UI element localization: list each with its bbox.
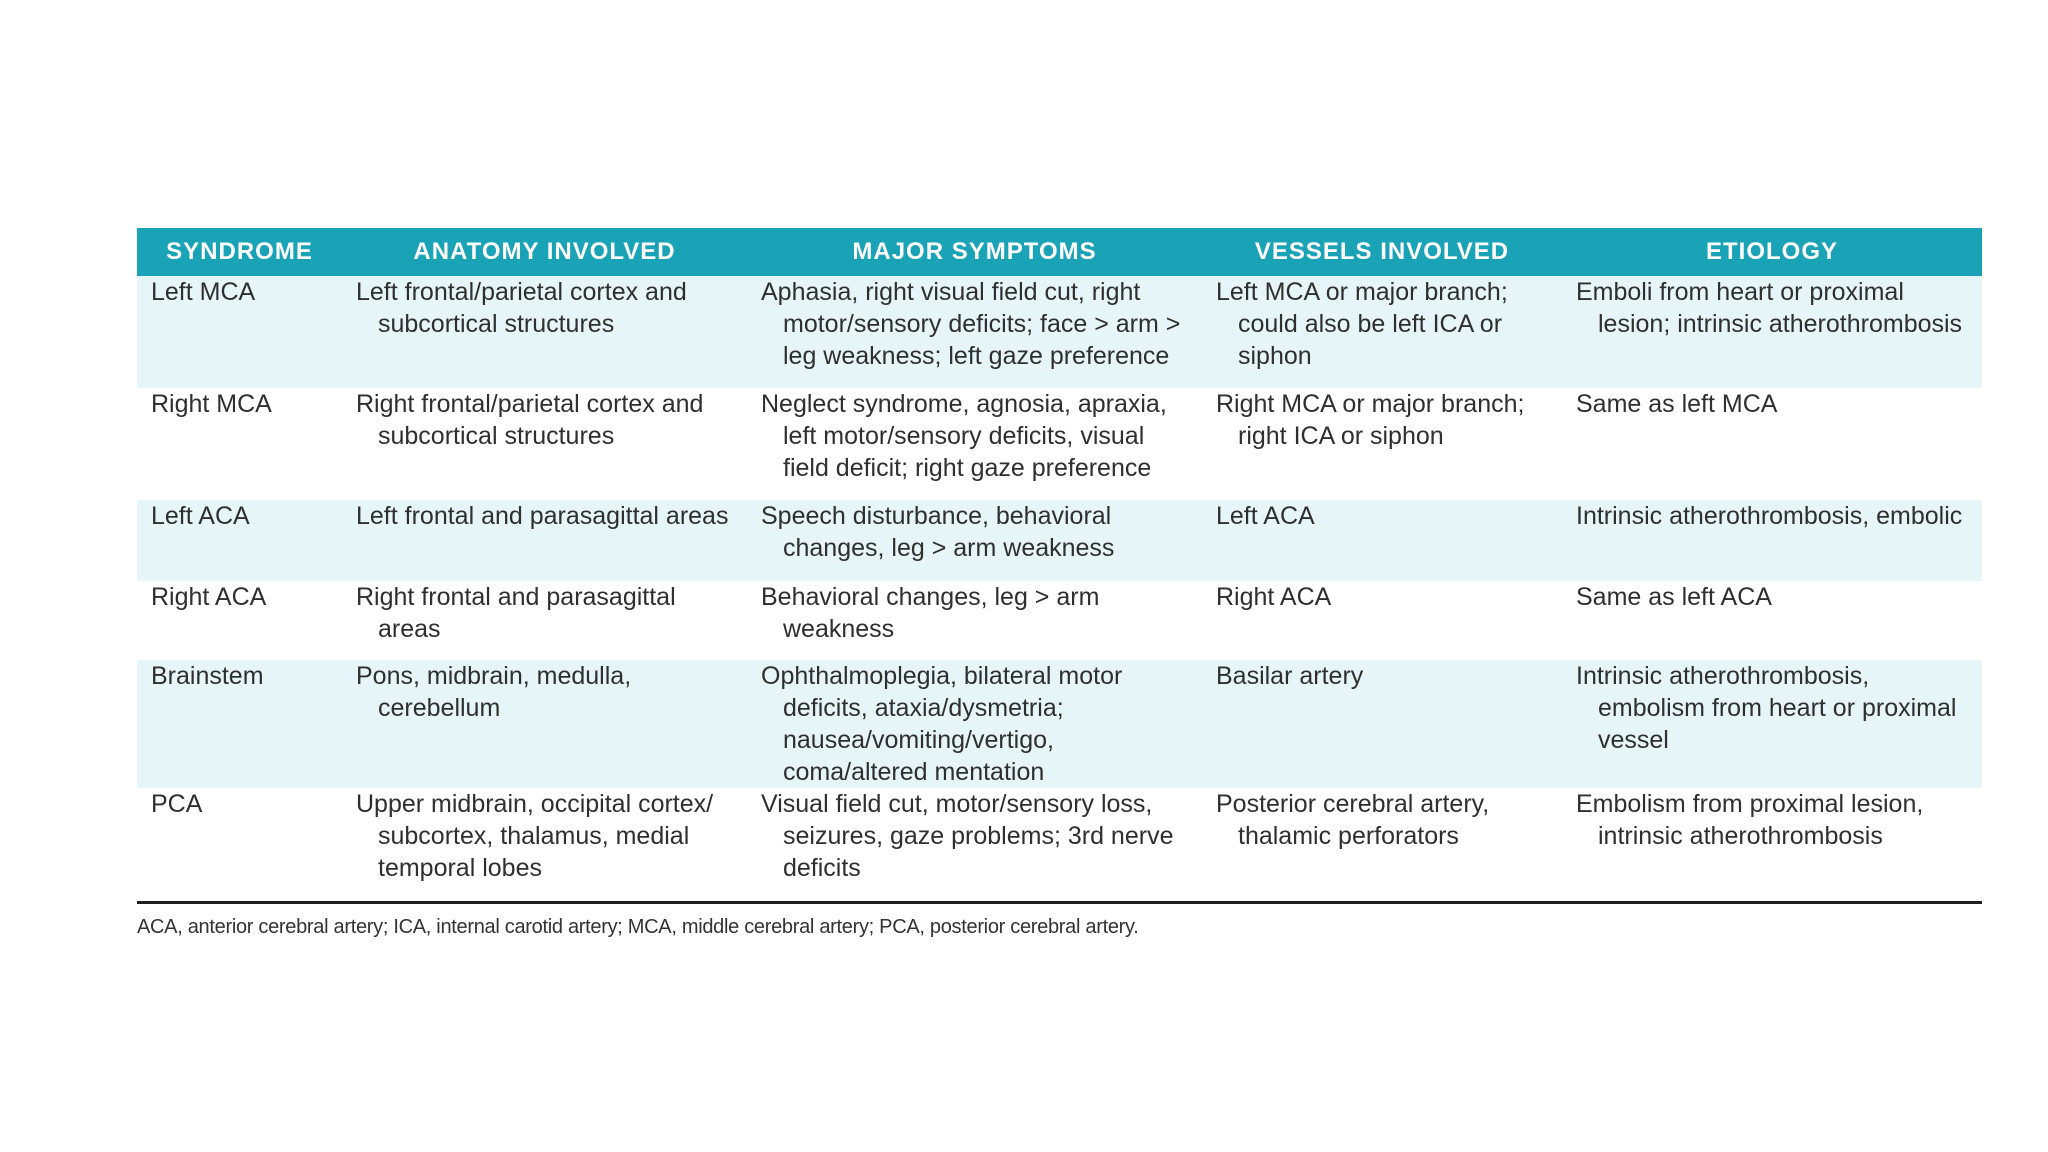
syndrome-cell: [137, 581, 342, 660]
etiology-cell: [1562, 500, 1982, 581]
syndrome-cell: [137, 500, 342, 581]
syndrome-cell: [137, 388, 342, 500]
symptoms-text: Visual field cut, motor/sensory loss, seizures, gaze problems; 3rd nerve deficits: [761, 790, 1174, 882]
symptoms-text: Neglect syndrome, agnosia, apraxia, left motor/sensory deficits, visual field deficit; right gaze preference: [761, 390, 1167, 482]
symptoms-text: Ophthalmoplegia, bilateral motor deficits, ataxia/dysmetria; nausea/vomiting/vertigo, coma/altered mentation: [761, 662, 1123, 786]
vessels-cell: [1202, 788, 1562, 901]
anatomy-cell: [342, 788, 747, 901]
vessels-text: Left ACA: [1216, 502, 1315, 530]
header-symptoms: MAJOR SYMPTOMS: [747, 228, 1202, 276]
vessels-text: Right MCA or major branch; right ICA or siphon: [1216, 390, 1525, 450]
syndrome-text: PCA: [151, 790, 203, 818]
syndrome-text: Right ACA: [151, 583, 267, 611]
table-header: [137, 228, 1982, 276]
symptoms-text: Aphasia, right visual field cut, right motor/sensory deficits; face > arm > leg weakness; left gaze preference: [761, 278, 1181, 370]
etiology-text: Same as left MCA: [1576, 390, 1778, 418]
anatomy-cell: [342, 581, 747, 660]
anatomy-cell: [342, 660, 747, 788]
symptoms-text: Speech disturbance, behavioral changes, leg > arm weakness: [761, 502, 1115, 562]
anatomy-text: Left frontal and parasagittal areas: [356, 502, 729, 530]
anatomy-text: Pons, midbrain, medulla, cerebellum: [356, 662, 632, 722]
etiology-cell: [1562, 660, 1982, 788]
symptoms-cell: [747, 581, 1202, 660]
vessels-cell: [1202, 276, 1562, 388]
table-row: [137, 581, 1982, 660]
symptoms-cell: [747, 276, 1202, 388]
anatomy-cell: [342, 276, 747, 388]
symptoms-cell: [747, 388, 1202, 500]
anatomy-cell: [342, 388, 747, 500]
syndrome-cell: [137, 788, 342, 901]
table-row: [137, 788, 1982, 901]
symptoms-cell: [747, 660, 1202, 788]
header-syndrome: SYNDROME: [137, 228, 342, 276]
anatomy-text: Right frontal and parasagittal areas: [356, 583, 676, 643]
vessels-text: Posterior cerebral artery, thalamic perforators: [1216, 790, 1490, 850]
vessels-text: Basilar artery: [1216, 662, 1364, 690]
syndrome-text: Left MCA: [151, 278, 256, 306]
symptoms-cell: [747, 788, 1202, 901]
vessels-text: Left MCA or major branch; could also be left ICA or siphon: [1216, 278, 1508, 370]
table-row: [137, 500, 1982, 581]
table-footnote: ACA, anterior cerebral artery; ICA, internal carotid artery; MCA, middle cerebral artery; PCA, posterior cerebral artery.: [137, 916, 1139, 938]
etiology-cell: [1562, 276, 1982, 388]
stroke-syndromes-table: [137, 228, 1982, 901]
symptoms-cell: [747, 500, 1202, 581]
syndrome-text: Right MCA: [151, 390, 272, 418]
syndrome-cell: [137, 660, 342, 788]
header-vessels: VESSELS INVOLVED: [1202, 228, 1562, 276]
syndrome-text: Brainstem: [151, 662, 264, 690]
syndrome-text: Left ACA: [151, 502, 250, 530]
table-bottom-rule: [137, 901, 1982, 904]
vessels-cell: [1202, 660, 1562, 788]
etiology-cell: [1562, 388, 1982, 500]
etiology-text: Intrinsic atherothrombosis, embolic: [1576, 502, 1963, 530]
table-body: [137, 276, 1982, 901]
vessels-cell: [1202, 581, 1562, 660]
vessels-cell: [1202, 388, 1562, 500]
etiology-text: Embolism from proximal lesion, intrinsic atherothrombosis: [1576, 790, 1924, 850]
anatomy-cell: [342, 500, 747, 581]
header-row: [137, 228, 1982, 276]
stroke-syndromes-table-container: [137, 228, 1982, 939]
etiology-text: Same as left ACA: [1576, 583, 1772, 611]
etiology-text: Emboli from heart or proximal lesion; intrinsic atherothrombosis: [1576, 278, 1963, 338]
symptoms-text: Behavioral changes, leg > arm weakness: [761, 583, 1100, 643]
etiology-text: Intrinsic atherothrombosis, embolism from heart or proximal vessel: [1576, 662, 1957, 754]
etiology-cell: [1562, 581, 1982, 660]
header-anatomy: ANATOMY INVOLVED: [342, 228, 747, 276]
table-row: [137, 388, 1982, 500]
anatomy-text: Right frontal/parietal cortex and subcortical structures: [356, 390, 704, 450]
table-row: [137, 276, 1982, 388]
etiology-cell: [1562, 788, 1982, 901]
anatomy-text: Left frontal/parietal cortex and subcortical structures: [356, 278, 687, 338]
syndrome-cell: [137, 276, 342, 388]
anatomy-text: Upper midbrain, occipital cortex/ subcortex, thalamus, medial temporal lobes: [356, 790, 714, 882]
vessels-text: Right ACA: [1216, 583, 1332, 611]
header-etiology: ETIOLOGY: [1562, 228, 1982, 276]
vessels-cell: [1202, 500, 1562, 581]
table-row: [137, 660, 1982, 788]
